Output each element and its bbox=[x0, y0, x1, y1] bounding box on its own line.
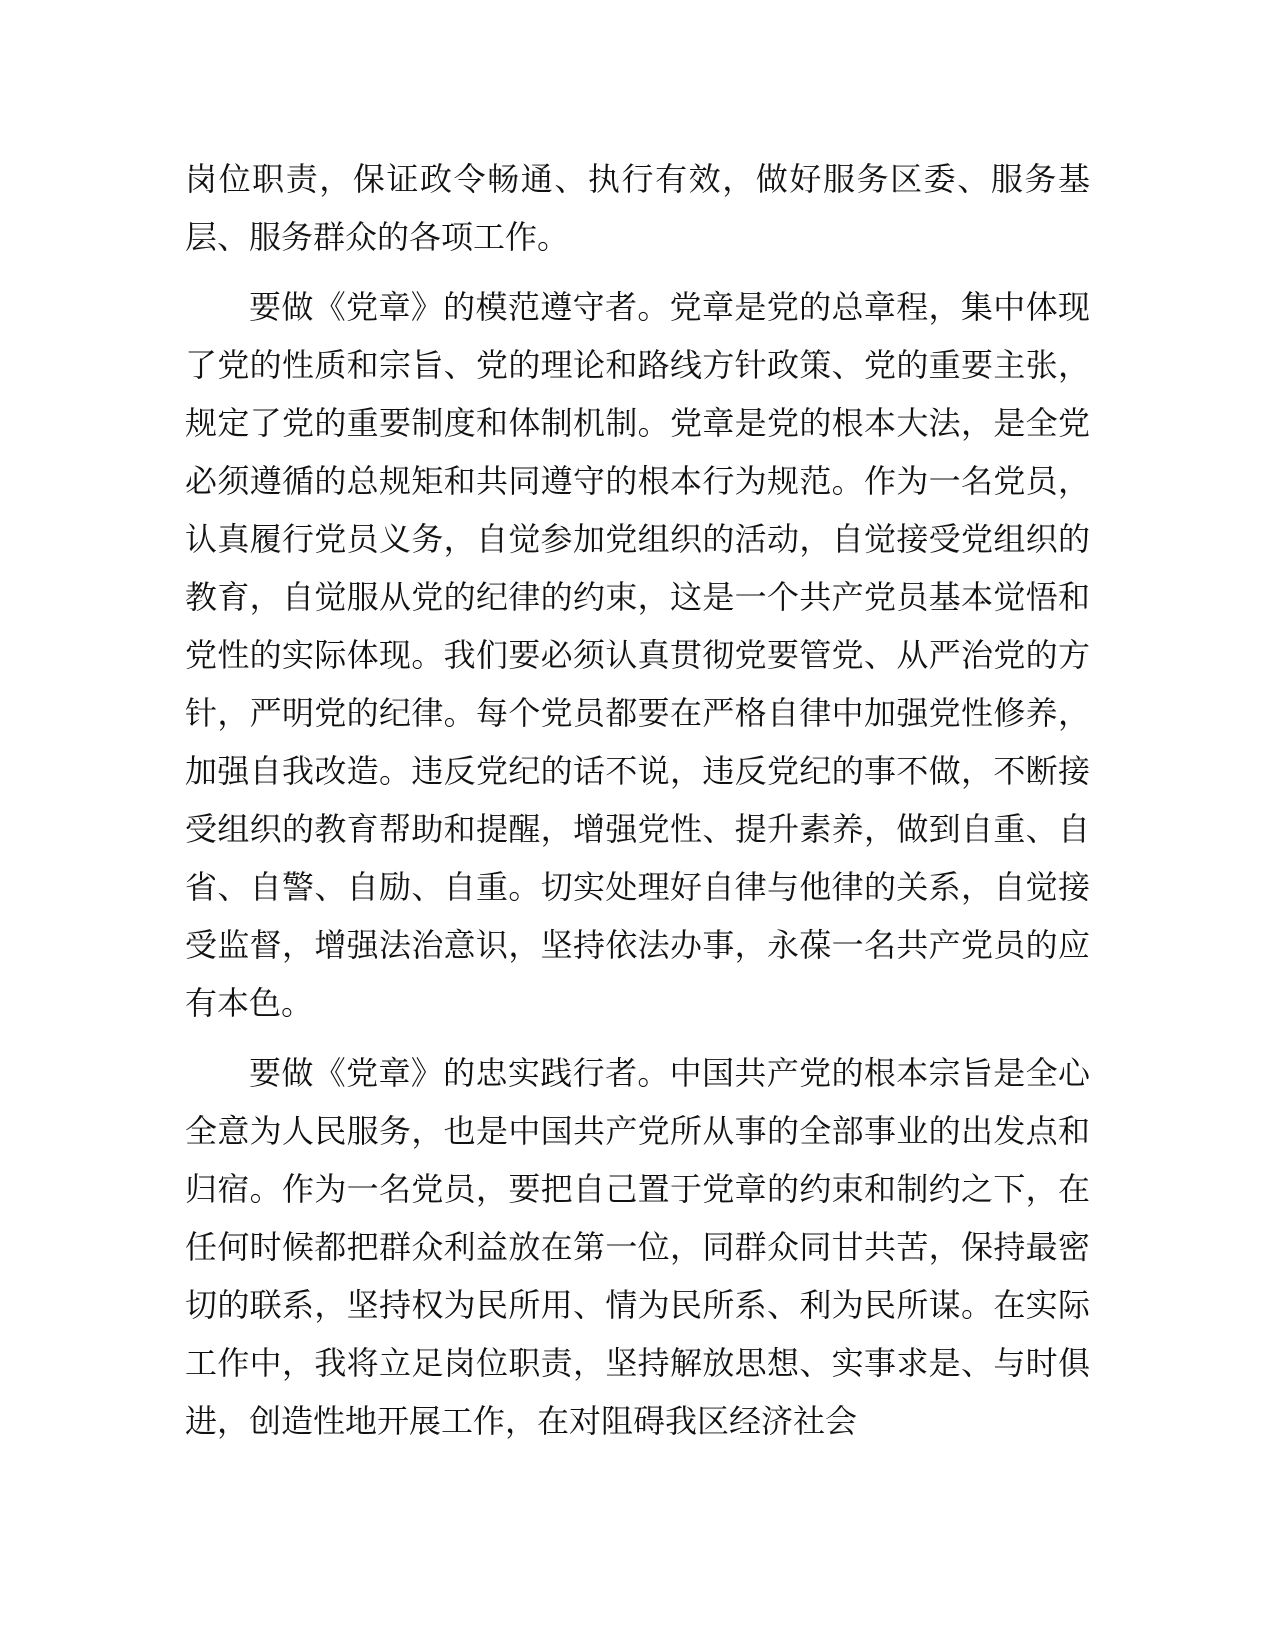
body-text bbox=[185, 150, 1090, 1462]
paragraph-continuation: 岗位职责，保证政令畅通、执行有效，做好服务区委、服务基层、服务群众的各项工作。 bbox=[185, 160, 1090, 256]
paragraph-faithful-practitioner: 要做《党章》的忠实践行者。中国共产党的根本宗旨是全心全意为人民服务，也是中国共产党所从事的全部事业的出发点和归宿。作为一名党员，要把自己置于党章的约束和制约之下，在任何时候都把群众利益放在第一位，同群众同甘共苦，保持最密切的联系，坚持权为民所用、情为民所系、利为民所谋。在实际工作中，我将立足岗位职责，坚持解放思想、实事求是、与时俱进，创造性地开展工作，在对阻碍我区经济社会 bbox=[185, 1054, 1090, 1440]
paragraph-model-observer: 要做《党章》的模范遵守者。党章是党的总章程，集中体现了党的性质和宗旨、党的理论和路线方针政策、党的重要主张，规定了党的重要制度和体制机制。党章是党的根本大法，是全党必须遵循的总规矩和共同遵守的根本行为规范。作为一名党员，认真履行党员义务，自觉参加党组织的活动，自觉接受党组织的教育，自觉服从党的纪律的约束，这是一个共产党员基本觉悟和党性的实际体现。我们要必须认真贯彻党要管党、从严治党的方针，严明党的纪律。每个党员都要在严格自律中加强党性修养，加强自我改造。违反党纪的话不说，违反党纪的事不做，不断接受组织的教育帮助和提醒，增强党性、提升素养，做到自重、自省、自警、自励、自重。切实处理好自律与他律的关系，自觉接受监督，增强法治意识，坚持依法办事，永葆一名共产党员的应有本色。 bbox=[185, 288, 1090, 1022]
